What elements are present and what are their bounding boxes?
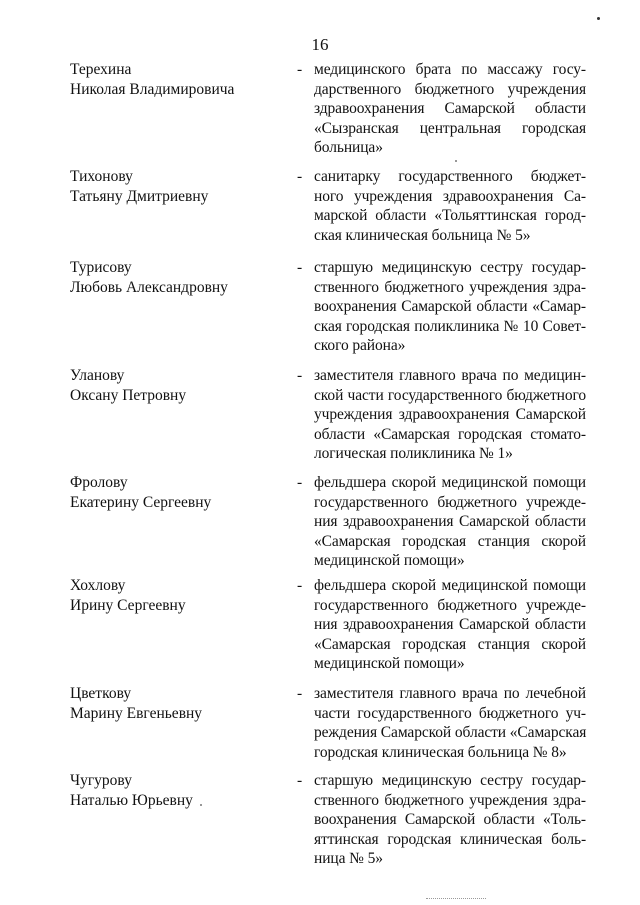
given-names: Николая Владимировича xyxy=(70,81,235,98)
person-name xyxy=(70,258,280,298)
given-names: Марину Евгеньевну xyxy=(70,705,203,722)
position-line: «Сызранская центральная городская xyxy=(314,119,586,137)
surname: Терехина xyxy=(70,61,132,78)
surname: Фролову xyxy=(70,474,128,491)
position-description xyxy=(314,771,586,869)
surname: Хохлову xyxy=(70,577,126,594)
position-line: марской области «Тольяттинская город- xyxy=(314,207,586,225)
position-line: заместителя главного врача по лечебной xyxy=(314,685,586,702)
position-line: медицинской помощи» xyxy=(314,552,465,570)
position-line: учреждения здравоохранения Самарской xyxy=(314,406,586,424)
position-line: старшую медицинскую сестру государ- xyxy=(314,772,586,789)
position-line: воохранения Самарской области «Толь- xyxy=(314,811,586,829)
position-line: яттинская городская клиническая боль- xyxy=(314,830,586,848)
position-line: медицинского брата по массажу госу- xyxy=(314,61,586,78)
given-names: Наталью Юрьевну xyxy=(70,792,193,809)
person-name xyxy=(70,167,280,207)
position-line: ская клиническая больница № 5» xyxy=(314,226,531,244)
position-line: части государственного бюджетного уч- xyxy=(314,704,586,722)
position-line: больница» xyxy=(314,139,383,157)
surname: Уланову xyxy=(70,367,125,384)
position-line: городская клиническая больница № 8» xyxy=(314,743,567,761)
given-names: Любовь Александровну xyxy=(70,279,228,296)
position-line: ской части государственного бюджетного xyxy=(314,386,586,404)
person-name xyxy=(70,684,280,724)
position-description xyxy=(314,60,586,158)
position-line: фельдшера скорой медицинской помощи xyxy=(314,474,586,491)
dash-separator: - xyxy=(297,685,303,702)
position-line: медицинской помощи» xyxy=(314,655,465,673)
scan-speck xyxy=(455,160,457,162)
position-description xyxy=(314,473,586,571)
position-line: дарственного бюджетного учреждения xyxy=(314,80,586,98)
dash-separator: - xyxy=(297,61,303,78)
position-line: ского района» xyxy=(314,337,406,355)
surname: Цветкову xyxy=(70,685,132,702)
position-line: «Самарская городская станция скорой xyxy=(314,532,586,550)
position-line: старшую медицинскую сестру государ- xyxy=(314,259,586,276)
position-line: логическая поликлиника № 1» xyxy=(314,445,513,463)
position-line: ница № 5» xyxy=(314,850,383,868)
surname: Тихонову xyxy=(70,168,133,185)
surname: Турисову xyxy=(70,259,132,276)
position-line: государственного бюджетного учрежде- xyxy=(314,493,586,511)
position-description xyxy=(314,684,586,762)
position-line: фельдшера скорой медицинской помощи xyxy=(314,577,586,594)
footer-scan-mark xyxy=(426,898,486,901)
person-name xyxy=(70,771,280,811)
position-line: ственного бюджетного учреждения здра- xyxy=(314,791,586,809)
position-line: здравоохранения Самарской области xyxy=(314,100,586,118)
position-line: заместителя главного врача по медицин- xyxy=(314,367,586,384)
position-line: ния здравоохранения Самарской области xyxy=(314,616,586,634)
position-line: государственного бюджетного учрежде- xyxy=(314,596,586,614)
position-line: ская городская поликлиника № 10 Совет- xyxy=(314,317,586,335)
dash-separator: - xyxy=(297,168,303,185)
person-name xyxy=(70,366,280,406)
scan-speck xyxy=(597,17,600,20)
position-line: воохранения Самарской области «Самар- xyxy=(314,298,586,316)
dash-separator: - xyxy=(297,367,303,384)
given-names: Оксану Петровну xyxy=(70,387,187,404)
dash-separator: - xyxy=(297,577,303,594)
position-line: реждения Самарской области «Самарская xyxy=(314,724,587,742)
person-name xyxy=(70,576,280,616)
position-description xyxy=(314,167,586,245)
position-description xyxy=(314,258,586,356)
given-names: Екатерину Сергеевну xyxy=(70,494,212,511)
position-line: «Самарская городская станция скорой xyxy=(314,635,586,653)
position-description xyxy=(314,366,586,464)
position-line: области «Самарская городская стомато- xyxy=(314,425,586,443)
position-line: санитарку государственного бюджет- xyxy=(314,168,586,185)
dash-separator: - xyxy=(297,772,303,789)
person-name xyxy=(70,60,280,100)
position-line: ного учреждения здравоохранения Са- xyxy=(314,187,586,205)
page-number: 16 xyxy=(311,35,329,54)
given-names: Татьяну Дмитриевну xyxy=(70,188,209,205)
position-line: ственного бюджетного учреждения здра- xyxy=(314,278,586,296)
person-name xyxy=(70,473,280,513)
dash-separator: - xyxy=(297,474,303,491)
given-names: Ирину Сергеевну xyxy=(70,597,186,614)
surname: Чугурову xyxy=(70,772,132,789)
position-description xyxy=(314,576,586,674)
dash-separator: - xyxy=(297,259,303,276)
position-line: ния здравоохранения Самарской области xyxy=(314,513,586,531)
